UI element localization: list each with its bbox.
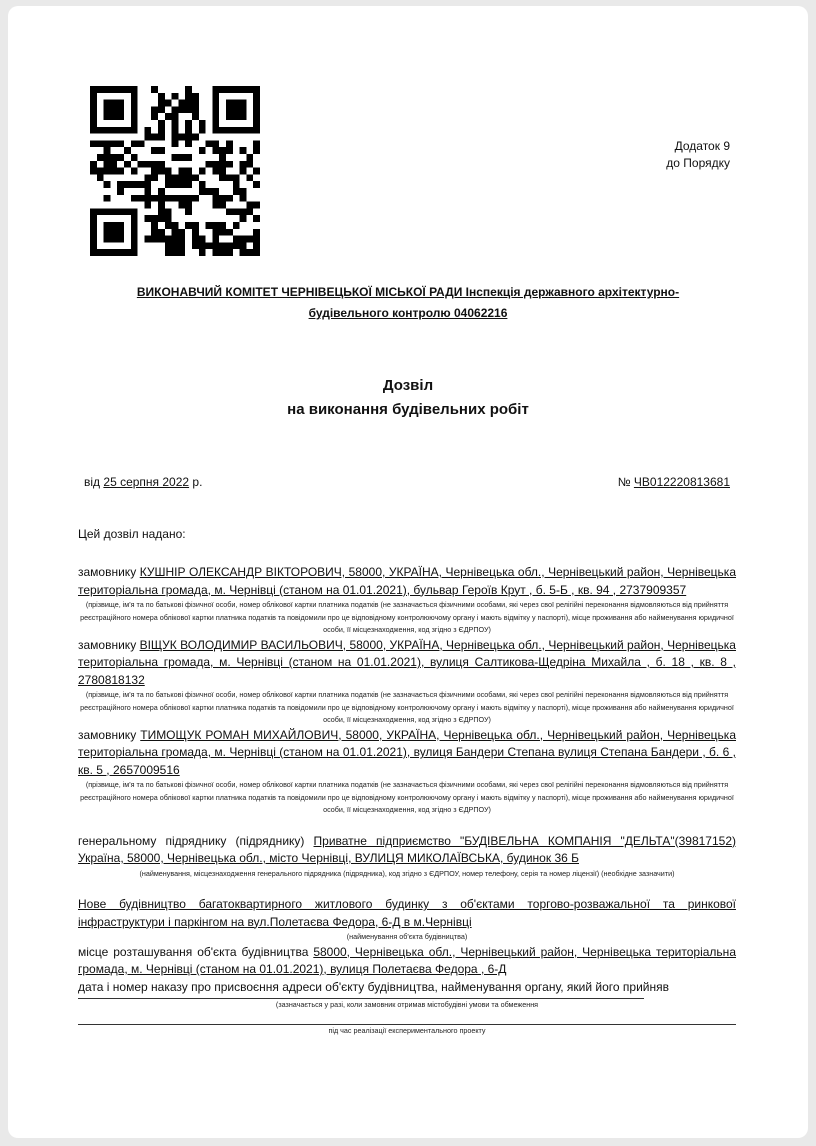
authority-line-2: будівельного контролю 04062216 [308,306,508,320]
experimental-hint: під час реалізації експериментального проекту [328,1025,486,1035]
date-suffix: р. [192,475,203,489]
location-label: місце розташування об'єкта будівництва [78,944,309,959]
authority-line-1: ВИКОНАВЧИЙ КОМІТЕТ ЧЕРНІВЕЦЬКОЇ МІСЬКОЇ РАДИ Інспекція державного архітектурно- [136,285,680,299]
contractor-details: Приватне підприємство "БУДІВЕЛЬНА КОМПАНІЯ "ДЕЛЬТА"(39817152) Україна, 58000, Чернівецька обл., місто Чернівці, ВУЛИЦЯ МИКОЛАЇВСЬКА, будинок 36 Б [78,833,736,865]
permit-body [78,526,736,1037]
title-line-2: на виконання будівельних робіт [287,401,529,418]
granted-label: Цей дозвіл надано: [78,527,186,541]
customer-3 [78,727,736,780]
issuing-authority [108,282,708,324]
object-hint: (найменування об'єкта будівництва) [346,932,468,941]
date-prefix: від [84,475,101,489]
number-value: ЧВ012220813681 [633,475,730,489]
customer-details: ТИМОЩУК РОМАН МИХАЙЛОВИЧ, 58000, УКРАЇНА, Чернівецька обл., Чернівецький район, Чернівецька територіальна громада, м. Чернівці (станом на 01.01.2021), вулиця Бандери Степана вулиця Степана Бандери , б. 6 , кв. 5 , 2657009516 [78,727,736,777]
customer-label: замовнику [78,727,137,742]
appendix-line-2: до Порядку [666,156,730,170]
customer-2 [78,637,736,690]
customer-hint: (прізвище, ім'я та по батькові фізичної особи, номер облікової картки платника податків (не зазначається фізичними особами, які через свої релігійні переконання відмовляються від прийняття реєстраційного номера облікової картки платника податків та повідомили про це відповідному контролюючому органу і мають відмітку у паспорті), місце проживання або найменування юридичної особи, її місцезнаходження, код згідно з ЄДРПОУ) [80,780,734,814]
document-title [8,374,808,422]
appendix-note [666,138,730,172]
customer-details: ВІЩУК ВОЛОДИМИР ВАСИЛЬОВИЧ, 58000, УКРАЇНА, Чернівецька обл., Чернівецький район, Чернівецька територіальна громада, м. Чернівці (станом на 01.01.2021), вулиця Салтикова-Щедріна Михайла , б. 18 , кв. 8 , 2780818132 [78,637,736,687]
contractor-label: генеральному підряднику (підряднику) [78,833,305,848]
location-details: 58000, Чернівецька обл., Чернівецький район, Чернівецька територіальна громада, м. Чернівці (станом на 01.01.2021), вулиця Полетаєва Федора , 6-Д [78,944,736,976]
object-location [78,944,736,979]
address-order-hint: (зазначається у разі, коли замовник отримав містобудівні умови та обмеження [275,1000,539,1009]
title-line-1: Дозвіл [382,377,434,394]
customer-1 [78,564,736,599]
general-contractor [78,833,736,868]
customer-label: замовнику [78,637,137,652]
permit-number [618,475,730,489]
issue-date: 25 серпня 2022 [103,475,190,489]
qr-code [90,86,260,256]
date-number-row [84,475,730,489]
object-name: Нове будівництво багатоквартирного житлового будинку з об'єктами торгово-розважальної та ринкової інфраструктури і паркінгом на вул.Полетаєва Федора, 6-Д в м.Чернівці [78,897,736,929]
construction-object [78,896,736,931]
permit-document [8,6,808,1138]
customer-hint: (прізвище, ім'я та по батькові фізичної особи, номер облікової картки платника податків (не зазначається фізичними особами, які через свої релігійні переконання відмовляються від прийняття реєстраційного номера облікової картки платника податків та повідомили про це відповідному контролюючому органу і мають відмітку у паспорті), місце проживання або найменування юридичної особи, її місцезнаходження, код згідно з ЄДРПОУ) [80,600,734,634]
number-prefix: № [617,475,631,489]
customer-hint: (прізвище, ім'я та по батькові фізичної особи, номер облікової картки платника податків (не зазначається фізичними особами, які через свої релігійні переконання відмовляються від прийняття реєстраційного номера облікової картки платника податків та повідомили про це відповідному контролюючому органу і мають відмітку у паспорті), місце проживання або найменування юридичної особи, її місцезнаходження, код згідно з ЄДРПОУ) [80,690,734,724]
customer-details: КУШНІР ОЛЕКСАНДР ВІКТОРОВИЧ, 58000, УКРАЇНА, Чернівецька обл., Чернівецький район, Чернівецька територіальна громада, м. Чернівці (станом на 01.01.2021), бульвар Героїв Крут , б. 5-Б , кв. 94 , 2737909357 [78,565,736,597]
contractor-hint: (найменування, місцезнаходження генерального підрядника (підрядника), код згідно з ЄДРПОУ, номер телефону, серія та номер ліцензії) (необхідне зазначити) [139,868,675,878]
appendix-line-1: Додаток 9 [674,139,730,153]
customer-label: замовнику [78,565,137,579]
address-order: дата і номер наказу про присвоєння адреси об'єкту будівництва, найменування органу, який його прийняв [78,979,669,994]
